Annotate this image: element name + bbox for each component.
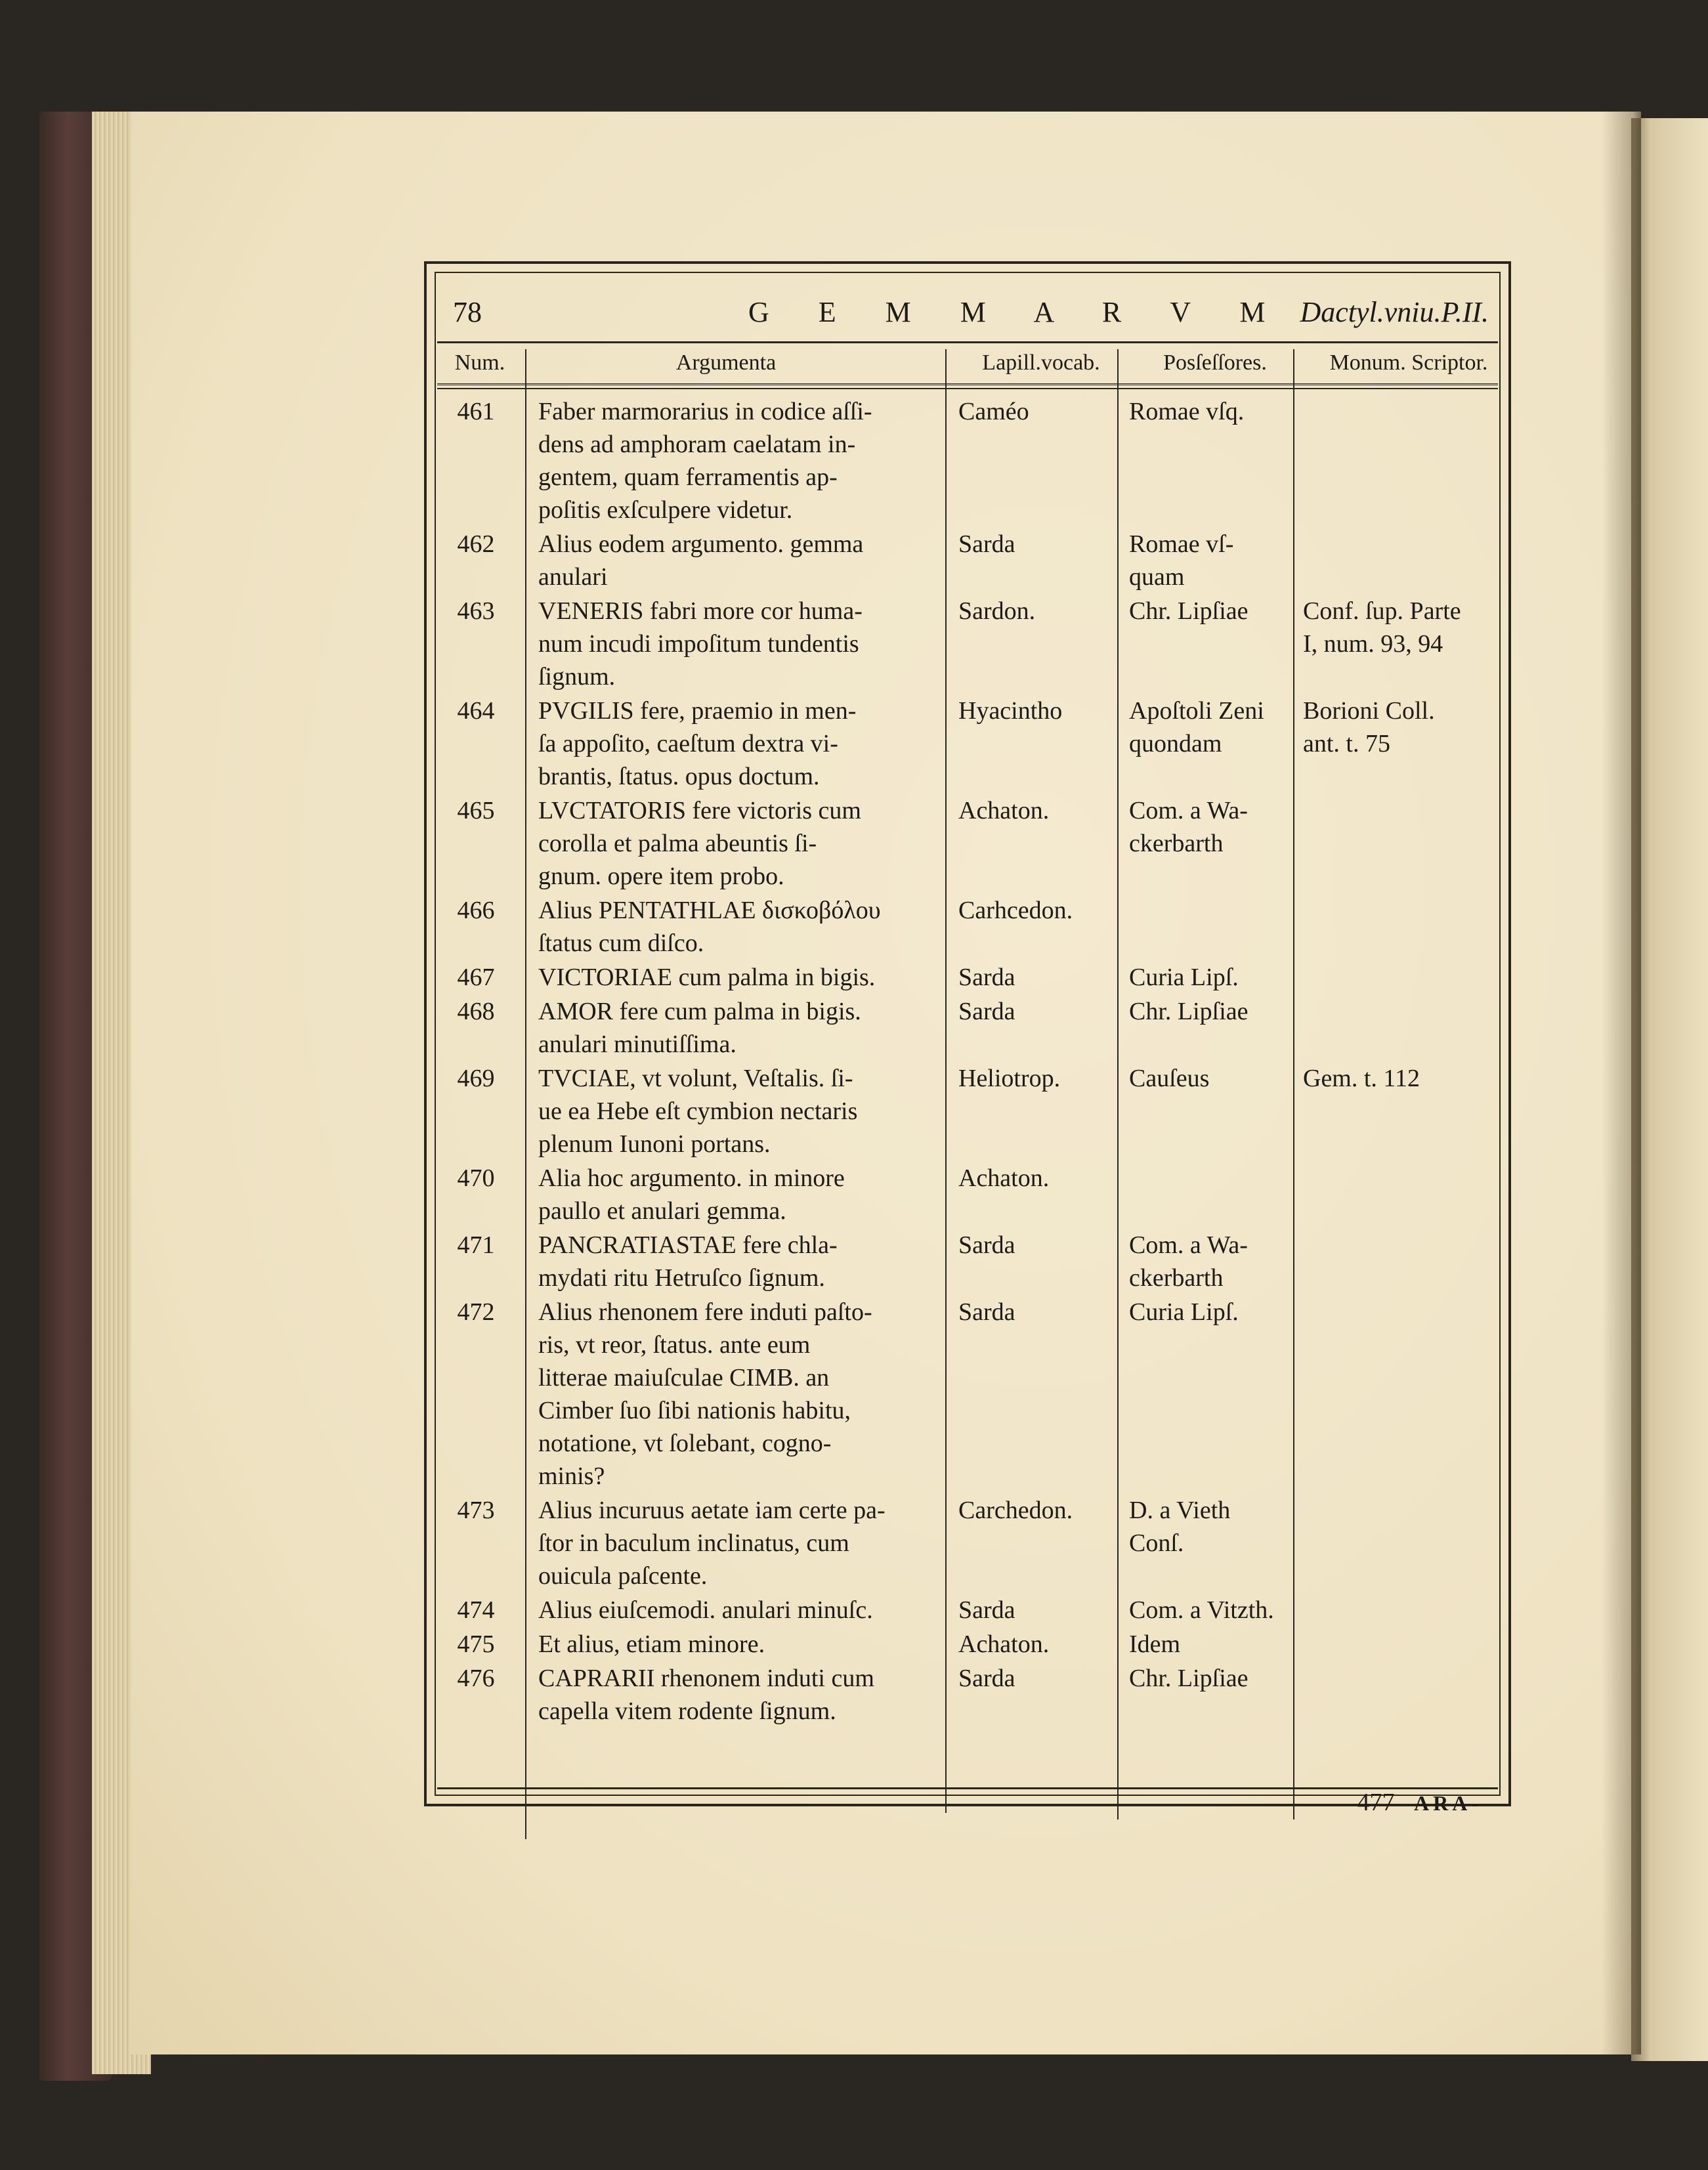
entry-monument xyxy=(1303,1062,1500,1095)
entry-number: 462 xyxy=(457,530,495,558)
argument-line: Alius incuruus aetate iam certe pa- xyxy=(538,1497,886,1524)
argument-line: ue ea Hebe eſt cymbion nectaris xyxy=(538,1097,858,1125)
entry-owner xyxy=(1129,1062,1293,1095)
page-title: G E M M A R V M xyxy=(748,296,1287,328)
entry-owner xyxy=(1129,995,1293,1028)
entry-owner xyxy=(1129,595,1293,628)
argument-line: ſignum. xyxy=(538,663,616,691)
entry-argument xyxy=(538,1229,939,1294)
argument-line: Alius PENTATHLAE δισκοβόλου xyxy=(538,897,881,924)
entry-stone: Sarda xyxy=(958,1596,1015,1624)
argument-line: AMOR fere cum palma in bigis. xyxy=(538,998,861,1025)
entry-stone: Sarda xyxy=(958,998,1015,1025)
argument-line: ſtor in baculum inclinatus, cum xyxy=(538,1529,849,1557)
entry-number: 463 xyxy=(457,597,495,625)
entry-number: 461 xyxy=(457,398,495,425)
column-divider xyxy=(525,349,526,1839)
catchword-number: 477 xyxy=(1357,1789,1395,1816)
argument-line: VENERIS fabri more cor huma- xyxy=(538,597,863,625)
entry-number: 467 xyxy=(457,964,495,991)
owner-line: Chr. Lipſiae xyxy=(1129,998,1249,1025)
entry-stone: Sarda xyxy=(958,530,1015,558)
column-header-rule xyxy=(437,383,1498,389)
entry-argument xyxy=(538,1296,939,1493)
argument-line: minis? xyxy=(538,1462,605,1490)
owner-line: quondam xyxy=(1129,730,1222,757)
entry-argument xyxy=(538,395,939,526)
argument-line: ouicula paſcente. xyxy=(538,1562,708,1590)
entry-stone: Achaton. xyxy=(958,797,1050,824)
column-headers xyxy=(437,347,1498,381)
column-header-argumenta: Argumenta xyxy=(675,351,777,375)
argument-line: Alia hoc argumento. in minore xyxy=(538,1164,845,1192)
entry-argument xyxy=(538,794,939,893)
argument-line: paullo et anulari gemma. xyxy=(538,1197,786,1225)
entry-argument xyxy=(538,1662,939,1728)
entry-stone: Sarda xyxy=(958,1231,1015,1259)
entry-argument xyxy=(538,694,939,793)
owner-line: Com. a Wa- xyxy=(1129,1231,1248,1259)
entry-owner xyxy=(1129,1594,1293,1627)
entry-argument xyxy=(538,894,939,960)
entry-number: 476 xyxy=(457,1665,495,1692)
argument-line: anulari xyxy=(538,563,608,591)
argument-line: plenum Iunoni portans. xyxy=(538,1130,771,1158)
argument-line: num incudi impoſitum tundentis xyxy=(538,630,859,658)
owner-line: Com. a Wa- xyxy=(1129,797,1248,824)
entry-stone: Sarda xyxy=(958,1298,1015,1326)
entry-owner xyxy=(1129,1229,1293,1294)
argument-line: litterae maiuſculae CIMB. an xyxy=(538,1364,830,1392)
owner-line: Apoſtoli Zeni xyxy=(1129,697,1264,725)
argument-line: TVCIAE, vt volunt, Veſtalis. ſi- xyxy=(538,1065,853,1092)
column-header-num: Num. xyxy=(454,351,505,375)
entry-argument xyxy=(538,1162,939,1227)
entry-stone: Hyacintho xyxy=(958,697,1063,725)
monument-line: ant. t. 75 xyxy=(1303,730,1390,757)
entry-stone: Caméo xyxy=(958,398,1029,425)
owner-line: ckerbarth xyxy=(1129,1264,1224,1292)
monument-line: Borioni Coll. xyxy=(1303,697,1435,725)
entry-owner xyxy=(1129,395,1293,428)
entry-owner xyxy=(1129,1296,1293,1329)
monument-line: Conf. ſup. Parte xyxy=(1303,597,1461,625)
entry-argument xyxy=(538,528,939,593)
owner-line: D. a Vieth xyxy=(1129,1497,1231,1524)
argument-line: PVGILIS fere, praemio in men- xyxy=(538,697,857,725)
entry-argument xyxy=(538,595,939,693)
owner-line: Romae vſ- xyxy=(1129,530,1234,558)
column-header-possessores: Posſeſſores. xyxy=(1163,351,1267,375)
argument-line: dens ad amphoram caelatam in- xyxy=(538,431,856,458)
entry-stone: Achaton. xyxy=(958,1164,1050,1192)
entry-argument xyxy=(538,995,939,1061)
gutter-shadow xyxy=(1602,112,1641,2054)
argument-line: VICTORIAE cum palma in bigis. xyxy=(538,964,876,991)
argument-line: Alius eodem argumento. gemma xyxy=(538,530,864,558)
entry-number: 464 xyxy=(457,697,495,725)
entry-owner xyxy=(1129,1662,1293,1695)
argument-line: Faber marmorarius in codice aſſi- xyxy=(538,398,872,425)
header-rule xyxy=(437,341,1498,343)
entry-argument xyxy=(538,1628,939,1661)
page-number: 78 xyxy=(453,296,482,328)
owner-line: ckerbarth xyxy=(1129,830,1224,857)
entry-stone: Heliotrop. xyxy=(958,1065,1061,1092)
argument-line: Et alius, etiam minore. xyxy=(538,1630,765,1658)
owner-line: Curia Lipſ. xyxy=(1129,1298,1239,1326)
catchword-text: ARA- xyxy=(1414,1791,1482,1815)
entry-stone: Carhcedon. xyxy=(958,897,1073,924)
column-divider xyxy=(945,349,947,1813)
owner-line: Com. a Vitzth. xyxy=(1129,1596,1274,1624)
catchword xyxy=(1357,1788,1482,1817)
entry-owner xyxy=(1129,961,1293,994)
argument-line: Alius rhenonem fere induti paſto- xyxy=(538,1298,872,1326)
argument-line: ſa appoſito, caeſtum dextra vi- xyxy=(538,730,838,757)
entry-number: 473 xyxy=(457,1497,495,1524)
argument-line: CAPRARII rhenonem induti cum xyxy=(538,1665,874,1692)
entry-number: 471 xyxy=(457,1231,495,1259)
entry-number: 465 xyxy=(457,797,495,824)
column-divider xyxy=(1293,349,1294,1819)
argument-line: ris, vt reor, ſtatus. ante eum xyxy=(538,1331,811,1359)
monument-line: Gem. t. 112 xyxy=(1303,1065,1420,1092)
monument-line: I, num. 93, 94 xyxy=(1303,630,1443,658)
entry-argument xyxy=(538,961,939,994)
owner-line: Conſ. xyxy=(1129,1529,1184,1557)
entry-monument xyxy=(1303,595,1500,660)
argument-line: poſitis exſculpere videtur. xyxy=(538,496,793,524)
owner-line: Romae vſq. xyxy=(1129,398,1245,425)
owner-line: quam xyxy=(1129,563,1185,591)
argument-line: notatione, vt ſolebant, cogno- xyxy=(538,1430,832,1457)
entry-stone: Sardon. xyxy=(958,597,1036,625)
argument-line: LVCTATORIS fere victoris cum xyxy=(538,797,861,824)
argument-line: mydati ritu Hetruſco ſignum. xyxy=(538,1264,825,1292)
table-frame xyxy=(424,261,1511,1816)
argument-line: gentem, quam ferramentis ap- xyxy=(538,463,838,491)
argument-line: Alius eiuſcemodi. anulari minuſc. xyxy=(538,1596,873,1624)
entry-argument xyxy=(538,1062,939,1160)
facing-page-edge xyxy=(1631,118,1708,2061)
argument-line: ſtatus cum diſco. xyxy=(538,929,704,957)
entry-stone: Carchedon. xyxy=(958,1497,1073,1524)
entry-number: 466 xyxy=(457,897,495,924)
entry-owner xyxy=(1129,794,1293,860)
entry-stone: Sarda xyxy=(958,964,1015,991)
entry-number: 469 xyxy=(457,1065,495,1092)
owner-line: Chr. Lipſiae xyxy=(1129,597,1249,625)
argument-line: brantis, ſtatus. opus doctum. xyxy=(538,763,820,790)
entry-number: 475 xyxy=(457,1630,495,1658)
entry-stone: Sarda xyxy=(958,1665,1015,1692)
entry-argument xyxy=(538,1494,939,1592)
column-header-lapill: Lapill.vocab. xyxy=(982,351,1100,375)
entry-monument xyxy=(1303,694,1500,760)
argument-line: anulari minutiſſima. xyxy=(538,1031,737,1058)
entry-number: 468 xyxy=(457,998,495,1025)
entry-owner xyxy=(1129,1628,1293,1661)
running-head xyxy=(453,295,1489,335)
column-divider xyxy=(1117,349,1119,1819)
entry-stone: Achaton. xyxy=(958,1630,1050,1658)
argument-line: gnum. opere item probo. xyxy=(538,862,784,890)
owner-line: Curia Lipſ. xyxy=(1129,964,1239,991)
entry-owner xyxy=(1129,528,1293,593)
owner-line: Chr. Lipſiae xyxy=(1129,1665,1249,1692)
entry-owner xyxy=(1129,694,1293,760)
entry-number: 472 xyxy=(457,1298,495,1326)
section-heading: Dactyl.vniu.P.II. xyxy=(1300,296,1489,328)
entry-argument xyxy=(538,1594,939,1627)
argument-line: Cimber ſuo ſibi nationis habitu, xyxy=(538,1397,851,1424)
owner-line: Cauſeus xyxy=(1129,1065,1210,1092)
entry-number: 470 xyxy=(457,1164,495,1192)
argument-line: corolla et palma abeuntis ſi- xyxy=(538,830,817,857)
argument-line: PANCRATIASTAE fere chla- xyxy=(538,1231,838,1259)
entry-owner xyxy=(1129,1494,1293,1560)
entry-number: 474 xyxy=(457,1596,495,1624)
column-header-monum: Monum. Scriptor. xyxy=(1329,351,1488,375)
owner-line: Idem xyxy=(1129,1630,1181,1658)
argument-line: capella vitem rodente ſignum. xyxy=(538,1697,836,1725)
bottom-rule xyxy=(437,1787,1498,1789)
